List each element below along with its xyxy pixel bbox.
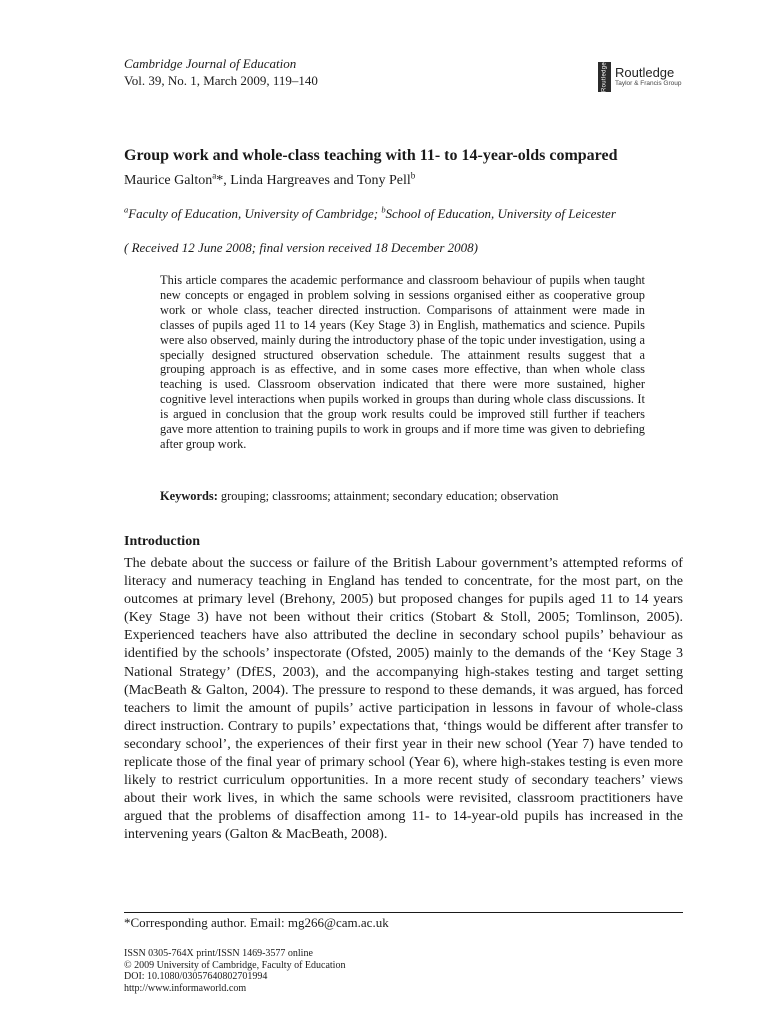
abstract: This article compares the academic performance and classroom behaviour of pupils when taught new concepts or engaged in problem solving in sessions organised either as cooperative group work or whole class, teacher directed instruction. Comparisons of attainment were made in classes of pupils aged 11 to 14 years (Key Stage 3) in English, mathematics and science. Pupils were also observed, mainly during the introductory phase of the topic under investigation, using a specially designed structured observation schedule. The attainment results suggest that a grouping approach is as effective, and in some cases more effective, than when whole class teaching is used. Classroom observation indicated that there were more sustained, higher cognitive level interactions when pupils worked in groups than during whole class discussions. It is argued in conclusion that the group work results could be improved still further if teachers gave more attention to training pupils to work in groups and if more time was given to debriefing after group work. — [160, 273, 645, 451]
keywords-list: grouping; classrooms; attainment; secondary education; observation — [217, 489, 559, 503]
author-names: , Linda Hargreaves and Tony Pell — [223, 173, 411, 188]
publisher-group: Taylor & Francis Group — [615, 80, 682, 88]
author-affiliation-mark: b — [410, 170, 416, 181]
routledge-logo-icon: Routledge — [598, 62, 611, 92]
affiliation-mark: b — [381, 204, 386, 215]
issn: ISSN 0305-764X print/ISSN 1469-3577 online — [124, 948, 313, 959]
affiliations — [124, 206, 616, 222]
publication-info — [124, 948, 345, 994]
copyright: © 2009 University of Cambridge, Faculty of Education — [124, 959, 346, 971]
publisher-name: Routledge — [615, 65, 675, 81]
keywords-label: Keywords: — [160, 489, 218, 503]
introduction-paragraph: The debate about the success or failure of the British Labour government’s attempted reforms of literacy and numeracy teaching in England has tended to concentrate, for the most part, on the outcomes at primary level (Brehony, 2005) but proposed changes for pupils aged 11 to 14 years (Key Stage 3) have not been without their critics (Stobart & Stoll, 2005; Tomlinson, 2005). Experienced teachers have also attributed the decline in secondary school pupils’ behaviour as identified by the schools’ inspectorate (Ofsted, 2005) mainly to the demands of the ‘Key Stage 3 National Strategy’ (DfES, 2003), and the accompanying high-stakes testing and target setting (MacBeath & Galton, 2004). The pressure to respond to these demands, it was argued, has forced teachers to limit the amount of pupils’ active participation in lessons in favour of whole-class direct instruction. Contrary to pupils’ expectations that, ‘things would be different after transfer to secondary school’, the experiences of their first year in their new school (Year 7) have tended to replicate those of the final year of primary school (Year 6), where high-stakes testing is even more likely to restrict curriculum opportunities. In a more recent study of secondary teachers’ views about their work lives, in which the same schools were revisited, classroom practitioners have argued that the problems of disaffection among 11- to 14-year-old pupils has increased in the intervening years (Galton & MacBeath, 2008). — [124, 555, 683, 843]
corresponding-author-footnote: *Corresponding author. Email: mg266@cam.ac.uk — [124, 915, 389, 930]
article-title: Group work and whole-class teaching with 11- to 14-year-olds compared — [124, 147, 618, 164]
journal-name: Cambridge Journal of Education — [124, 56, 297, 71]
author-name: Maurice Galton — [124, 173, 213, 188]
received-dates: ( Received 12 June 2008; final version received 18 December 2008) — [124, 240, 478, 255]
author-list — [124, 170, 416, 189]
publisher-logo — [598, 62, 681, 92]
affiliation-a: Faculty of Education, University of Cambridge; — [128, 206, 382, 221]
footnote-divider — [124, 912, 683, 913]
author-affiliation-mark: a — [212, 170, 217, 181]
section-heading: Introduction — [124, 534, 200, 549]
publisher-url: http://www.informaworld.com — [124, 982, 247, 994]
affiliation-mark: a — [124, 204, 129, 215]
doi: DOI: 10.1080/03057640802701994 — [124, 971, 268, 982]
keywords — [160, 489, 559, 504]
journal-header — [124, 55, 318, 89]
journal-citation: Vol. 39, No. 1, March 2009, 119–140 — [124, 73, 318, 88]
affiliation-b: School of Education, University of Leicester — [385, 206, 616, 221]
corresponding-mark: * — [216, 173, 224, 188]
